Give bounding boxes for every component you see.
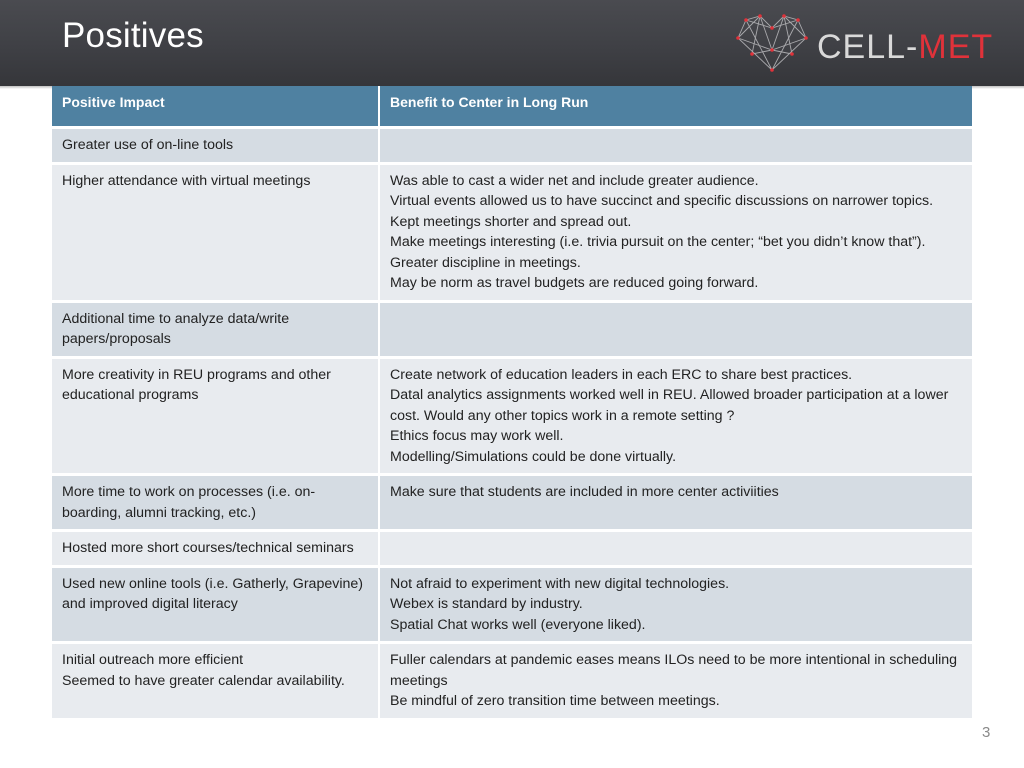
table-row <box>52 165 972 303</box>
table-row <box>52 568 972 645</box>
benefit-line: Ethics focus may work well. <box>390 428 564 444</box>
benefit-cell <box>380 129 972 165</box>
page-number: 3 <box>982 724 991 741</box>
impact-line: Greater use of on-line tools <box>62 137 234 153</box>
benefit-cell <box>380 568 972 645</box>
slide-title: Positives <box>62 16 204 55</box>
column-header-impact: Positive Impact <box>52 86 380 129</box>
positives-table <box>52 86 972 721</box>
table-row <box>52 644 972 721</box>
benefit-cell <box>380 532 972 568</box>
benefit-line: Webex is standard by industry. <box>390 596 583 612</box>
impact-cell <box>52 303 380 359</box>
benefit-line: Not afraid to experiment with new digital technologies. <box>390 575 730 592</box>
benefit-cell <box>380 303 972 359</box>
logo-text-prefix: CELL- <box>817 28 919 66</box>
benefit-line: Make sure that students are included in more center activiities <box>390 484 779 500</box>
benefit-line: Spatial Chat works well (everyone liked). <box>390 616 646 633</box>
logo-text <box>817 28 993 67</box>
table-row <box>52 532 972 568</box>
benefit-line: May be norm as travel budgets are reduced going forward. <box>390 275 759 291</box>
impact-line: Additional time to analyze data/write papers/proposals <box>62 310 290 347</box>
impact-cell <box>52 568 380 645</box>
table-header-row <box>52 86 972 129</box>
table-row <box>52 303 972 359</box>
impact-line: Higher attendance with virtual meetings <box>62 172 311 189</box>
benefit-line: Modelling/Simulations could be done virtually. <box>390 448 677 465</box>
benefit-cell <box>380 359 972 477</box>
impact-cell <box>52 129 380 165</box>
table-row <box>52 476 972 532</box>
impact-cell <box>52 644 380 721</box>
impact-cell <box>52 165 380 303</box>
benefit-line: Fuller calendars at pandemic eases means ILOs need to be more intentional in scheduling meetings <box>390 652 958 689</box>
impact-line: More creativity in REU programs and other educational programs <box>62 366 331 403</box>
benefit-line: Datal analytics assignments worked well in REU. Allowed broader participation at a lower cost. Would any other topics work in a remote setting ? <box>390 387 949 424</box>
benefit-cell <box>380 644 972 721</box>
benefit-line: Virtual events allowed us to have succinct and specific discussions on narrower topics. <box>390 193 934 209</box>
impact-cell <box>52 532 380 568</box>
cell-met-logo <box>732 10 1002 76</box>
benefit-line: Was able to cast a wider net and include greater audience. <box>390 172 759 189</box>
benefit-cell <box>380 165 972 303</box>
benefit-cell <box>380 476 972 532</box>
benefit-line: Create network of education leaders in each ERC to share best practices. <box>390 366 853 383</box>
impact-line: Hosted more short courses/technical seminars <box>62 540 354 556</box>
table-body <box>52 129 972 721</box>
slide-header <box>0 0 1024 86</box>
benefit-line: Make meetings interesting (i.e. trivia pursuit on the center; “bet you didn’t know that”). <box>390 234 926 250</box>
table-row <box>52 359 972 477</box>
benefit-line: Kept meetings shorter and spread out. <box>390 213 632 230</box>
table-row <box>52 129 972 165</box>
heart-network-icon <box>732 10 812 76</box>
benefit-line: Be mindful of zero transition time between meetings. <box>390 693 720 709</box>
impact-line: More time to work on processes (i.e. on-boarding, alumni tracking, etc.) <box>62 484 316 521</box>
impact-line: Seemed to have greater calendar availability. <box>62 672 345 689</box>
impact-cell <box>52 359 380 477</box>
impact-cell <box>52 476 380 532</box>
logo-text-suffix: MET <box>918 28 994 66</box>
benefit-line: Greater discipline in meetings. <box>390 254 581 271</box>
column-header-benefit: Benefit to Center in Long Run <box>380 86 972 129</box>
impact-line: Used new online tools (i.e. Gatherly, Grapevine) and improved digital literacy <box>62 575 363 612</box>
impact-line: Initial outreach more efficient <box>62 652 244 668</box>
